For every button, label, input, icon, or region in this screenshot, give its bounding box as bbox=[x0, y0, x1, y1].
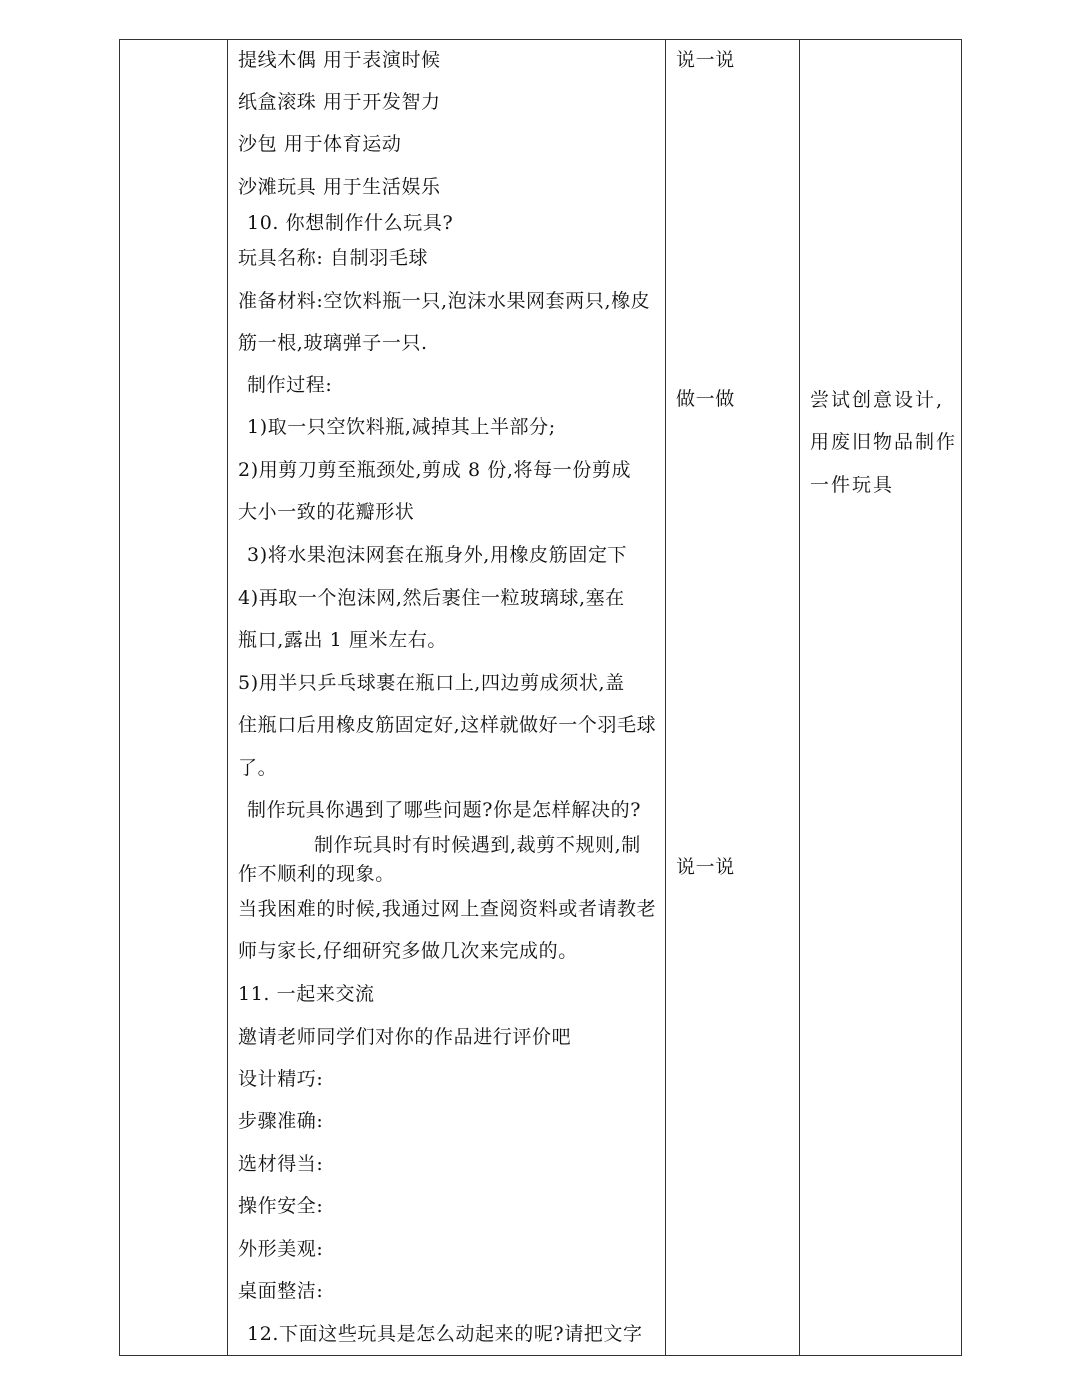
design-note-line: 一件玩具 bbox=[810, 474, 895, 496]
content-line: 操作安全: bbox=[238, 1195, 324, 1217]
content-line: 了。 bbox=[238, 757, 278, 779]
activity-do-label: 做一做 bbox=[676, 388, 735, 410]
content-line: 邀请老师同学们对你的作品进行评价吧 bbox=[238, 1026, 572, 1048]
content-line: 制作过程: bbox=[247, 374, 333, 396]
content-line: 师与家长,仔细研究多做几次来完成的。 bbox=[238, 940, 578, 962]
design-note-line: 尝试创意设计, bbox=[810, 389, 945, 411]
content-line: 选材得当: bbox=[238, 1153, 324, 1175]
content-line: 5)用半只乒乓球裹在瓶口上,四边剪成须状,盖 bbox=[238, 672, 625, 694]
content-line: 准备材料:空饮料瓶一只,泡沫水果网套两只,橡皮 bbox=[238, 290, 651, 312]
content-line: 玩具名称: 自制羽毛球 bbox=[238, 247, 429, 269]
content-line: 步骤准确: bbox=[238, 1110, 324, 1132]
content-line: 制作玩具你遇到了哪些问题?你是怎样解决的? bbox=[247, 799, 641, 821]
content-line: 11. 一起来交流 bbox=[238, 983, 375, 1005]
content-line: 作不顺利的现象。 bbox=[238, 863, 395, 885]
content-line: 住瓶口后用橡皮筋固定好,这样就做好一个羽毛球 bbox=[238, 714, 657, 736]
content-line: 制作玩具时有时候遇到,裁剪不规则,制 bbox=[314, 834, 641, 856]
column-divider-1 bbox=[227, 39, 228, 1356]
activity-speak-label: 说一说 bbox=[676, 856, 735, 878]
column-divider-3 bbox=[799, 39, 800, 1356]
content-line: 纸盒滚珠 用于开发智力 bbox=[238, 91, 441, 113]
content-line: 沙包 用于体育运动 bbox=[238, 133, 402, 155]
content-line: 大小一致的花瓣形状 bbox=[238, 501, 415, 523]
activity-speak-label: 说一说 bbox=[676, 49, 735, 71]
content-line: 筋一根,玻璃弹子一只. bbox=[238, 332, 428, 354]
content-line: 2)用剪刀剪至瓶颈处,剪成 8 份,将每一份剪成 bbox=[238, 459, 632, 481]
content-line: 沙滩玩具 用于生活娱乐 bbox=[238, 176, 441, 198]
content-line: 10. 你想制作什么玩具? bbox=[247, 212, 454, 234]
content-line: 外形美观: bbox=[238, 1238, 324, 1260]
content-line: 1)取一只空饮料瓶,减掉其上半部分; bbox=[247, 416, 556, 438]
content-line: 设计精巧: bbox=[238, 1068, 324, 1090]
content-line: 瓶口,露出 1 厘米左右。 bbox=[238, 629, 448, 651]
design-note-line: 用废旧物品制作 bbox=[810, 431, 958, 453]
content-line: 3)将水果泡沫网套在瓶身外,用橡皮筋固定下 bbox=[247, 544, 628, 566]
content-line: 提线木偶 用于表演时候 bbox=[238, 49, 441, 71]
column-divider-2 bbox=[665, 39, 666, 1356]
content-line: 12.下面这些玩具是怎么动起来的呢?请把文字 bbox=[247, 1323, 643, 1345]
content-line: 桌面整洁: bbox=[238, 1280, 324, 1302]
content-line: 当我困难的时候,我通过网上查阅资料或者请教老 bbox=[238, 898, 657, 920]
content-line: 4)再取一个泡沫网,然后裹住一粒玻璃球,塞在 bbox=[238, 587, 625, 609]
